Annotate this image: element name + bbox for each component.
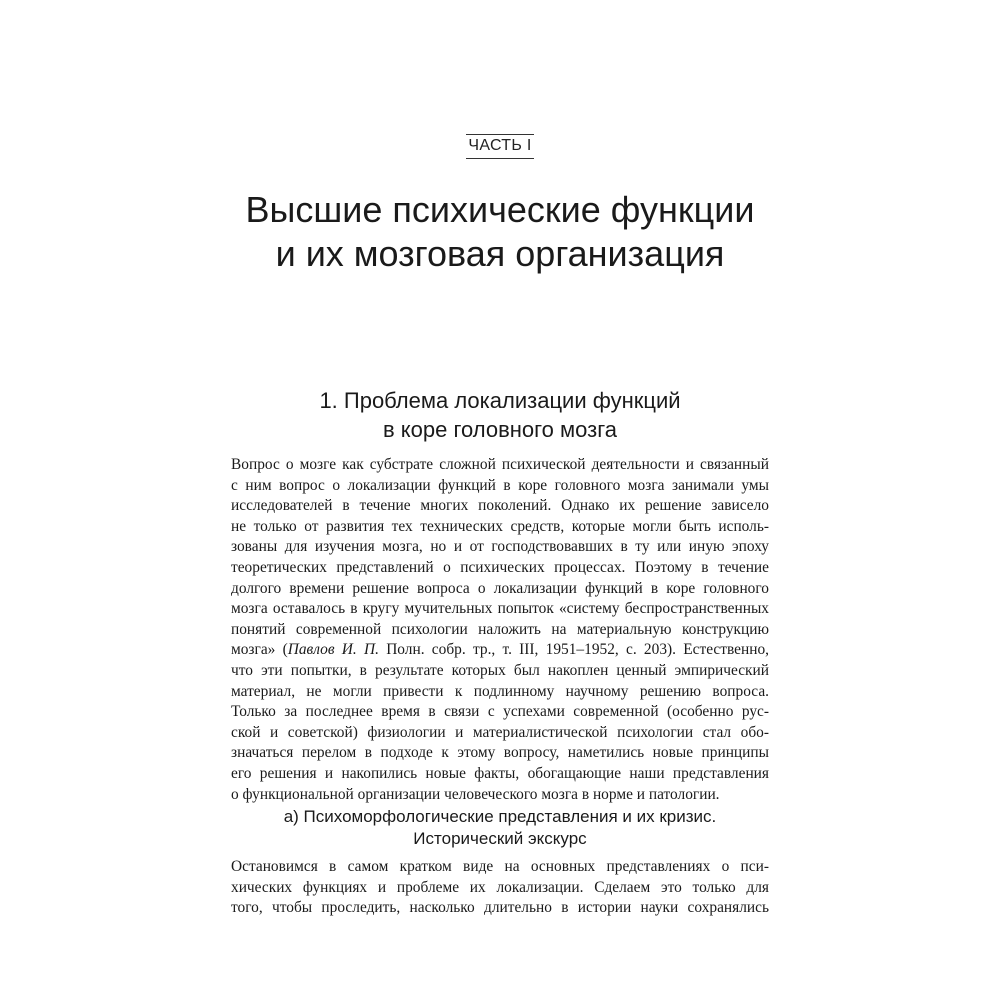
text-line: теоретических представлений о психических процессах. Поэтому в течение xyxy=(231,558,769,576)
text-line: что эти попытки, в результате которых был накоплен ценный эмпирический xyxy=(231,661,769,679)
text-line: того, чтобы проследить, насколько длительно в истории науки сохранялись xyxy=(231,899,769,917)
part-title xyxy=(0,188,1000,276)
citation-rest: Полн. собр. тр., т. III, 1951–1952, с. 203). Естественно, xyxy=(378,641,769,659)
part-title-line: и их мозговая организация xyxy=(275,233,725,274)
text-line: с ним вопрос о локализации функций в коре головного мозга занимали умы xyxy=(231,476,769,494)
text-line: не только от развития тех технических средств, которые могли быть исполь- xyxy=(231,517,769,535)
part-label-text: ЧАСТЬ I xyxy=(466,134,533,159)
text-line: его решения и накопились новые факты, обогащающие наши представления xyxy=(231,764,769,782)
part-title-line: Высшие психические функции xyxy=(245,189,755,230)
text-line: зованы для изучения мозга, но и от господствовавших в ту или иную эпоху xyxy=(231,538,769,556)
text-line: ской и советской) физиологии и материалистической психологии стал обо- xyxy=(231,723,769,741)
paragraph-intro xyxy=(231,455,769,805)
text-line: о функциональной организации человеческого мозга в норме и патологии. xyxy=(231,785,720,803)
text-line: хических функциях и проблеме их локализации. Сделаем это только для xyxy=(231,878,769,896)
chapter-title-line: 1. Проблема локализации функций xyxy=(319,388,681,413)
part-label xyxy=(0,134,1000,159)
citation-open: мозга» ( xyxy=(231,641,288,659)
text-line: значаться перелом в подходе к этому вопросу, наметились новые принципы xyxy=(231,744,769,762)
section-title xyxy=(0,806,1000,850)
citation-author: Павлов И. П. xyxy=(287,641,379,659)
text-line-citation xyxy=(231,640,769,661)
section-title-line: Исторический экскурс xyxy=(413,829,587,848)
paragraph-excursus xyxy=(231,857,769,919)
section-title-line: а) Психоморфологические представления и их кризис. xyxy=(283,807,717,826)
text-line: Только за последнее время в связи с успехами современной (особенно рус- xyxy=(231,703,769,721)
text-line: исследователей в течение многих поколений. Однако их решение зависело xyxy=(231,497,769,515)
text-line: Остановимся в самом кратком виде на основных представлениях о пси- xyxy=(231,858,769,875)
chapter-title xyxy=(0,386,1000,444)
text-line: материал, не могли привести к подлинному научному решению вопроса. xyxy=(231,682,769,700)
text-line: долгого времени решение вопроса о локализации функций в коре головного xyxy=(231,579,769,597)
text-line: Вопрос о мозге как субстрате сложной психической деятельности и связанный xyxy=(231,456,769,473)
text-line: мозга оставалось в кругу мучительных попыток «систему беспространственных xyxy=(231,600,769,618)
chapter-title-line: в коре головного мозга xyxy=(382,417,618,442)
text-line: понятий современной психологии наложить на материальную конструкцию xyxy=(231,620,769,638)
